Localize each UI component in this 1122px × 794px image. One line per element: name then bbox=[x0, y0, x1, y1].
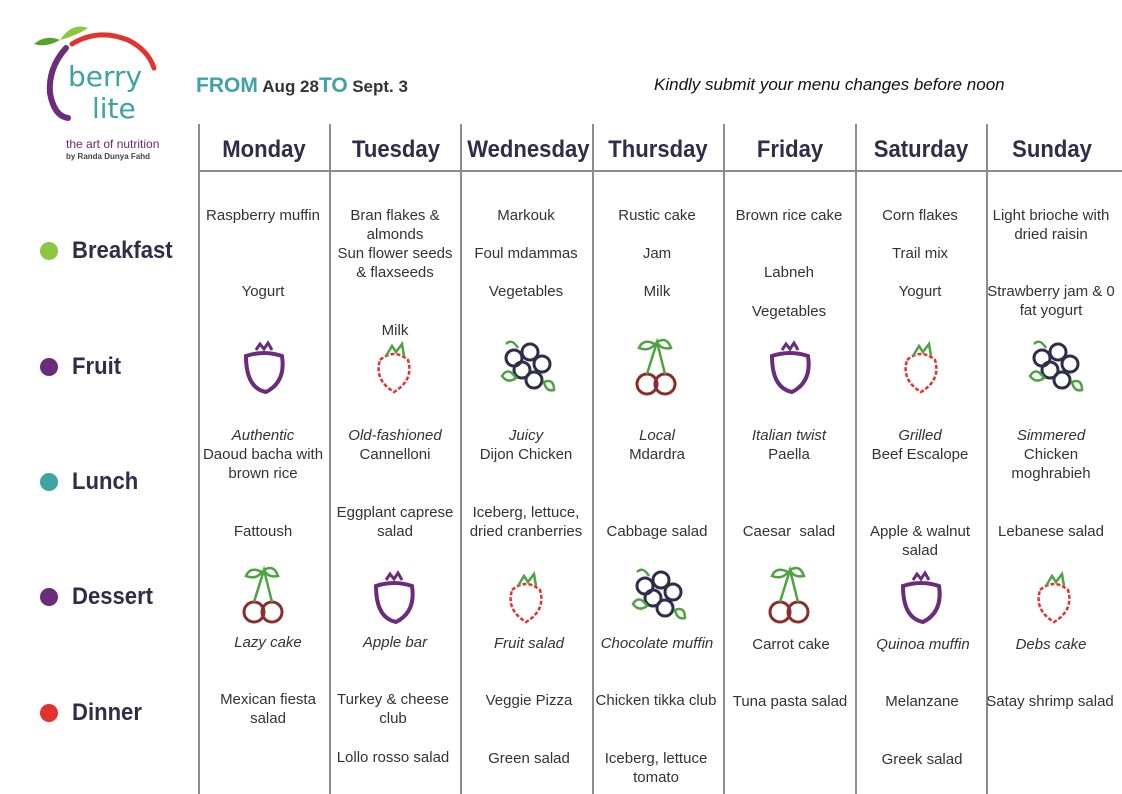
dessert-name: Chocolate muffin bbox=[600, 635, 714, 652]
breakfast-wednesday-item: Foul mdammas bbox=[474, 245, 578, 262]
blueberries-icon bbox=[494, 334, 558, 398]
dinner-saturday-item: Melanzane bbox=[885, 693, 959, 710]
breakfast-wednesday-item: Vegetables bbox=[488, 283, 564, 300]
cherries-icon bbox=[232, 562, 296, 626]
lunch-wednesday bbox=[462, 426, 590, 464]
breakfast-thursday-item: Jam bbox=[642, 245, 672, 262]
breakfast-friday-item: Vegetables bbox=[751, 303, 827, 320]
lunch-dot-icon bbox=[40, 473, 58, 491]
lunch-friday bbox=[725, 426, 853, 464]
lunch-tuesday bbox=[331, 426, 459, 464]
breakfast-saturday-item: Yogurt bbox=[898, 283, 942, 300]
lunch-style: Italian twist bbox=[751, 427, 827, 444]
svg-text:berry: berry bbox=[68, 60, 143, 93]
lunch-thursday bbox=[593, 426, 721, 464]
lunch-saturday bbox=[856, 426, 984, 464]
meal-fruit bbox=[40, 353, 125, 381]
meal-dessert bbox=[40, 583, 160, 611]
dinner-saturday-item: Greek salad bbox=[881, 751, 963, 768]
dinner-wednesday-item: Veggie Pizza bbox=[485, 692, 573, 709]
lunch-style: Local bbox=[639, 427, 675, 444]
blueberries-icon bbox=[1022, 334, 1086, 398]
dessert-monday bbox=[204, 633, 332, 652]
raspberry-icon bbox=[1022, 566, 1086, 630]
breakfast-thursday-item: Rustic cake bbox=[618, 207, 696, 224]
day-header-sunday: Sunday bbox=[1012, 136, 1092, 163]
dessert-name: Debs cake bbox=[1015, 636, 1087, 653]
lunch-style: Grilled bbox=[898, 427, 942, 444]
raspberry-icon bbox=[494, 566, 558, 630]
meal-breakfast bbox=[40, 237, 181, 265]
dessert-saturday bbox=[859, 635, 987, 654]
lunch-dish: Chicken moghrabieh bbox=[1011, 446, 1091, 482]
plum-icon bbox=[889, 566, 953, 630]
day-header-thursday: Thursday bbox=[608, 136, 708, 163]
cherries-icon bbox=[625, 334, 689, 398]
lunch-monday-side: Fattoush bbox=[233, 523, 293, 540]
meal-label: Dinner bbox=[72, 699, 142, 726]
dinner-dot-icon bbox=[40, 704, 58, 722]
meal-lunch bbox=[40, 468, 144, 496]
from-label: FROM bbox=[196, 74, 258, 97]
blueberries-icon bbox=[625, 562, 689, 626]
from-date: Aug 28 bbox=[262, 77, 319, 96]
lunch-dish: Daoud bacha with brown rice bbox=[202, 446, 324, 482]
lunch-style: Authentic bbox=[231, 427, 295, 444]
lunch-style: Simmered bbox=[1016, 427, 1086, 444]
dessert-name: Quinoa muffin bbox=[876, 636, 970, 653]
dessert-thursday bbox=[593, 634, 721, 653]
breakfast-tuesday-item: Milk bbox=[381, 322, 409, 339]
dinner-sunday-item: Satay shrimp salad bbox=[986, 693, 1114, 710]
dinner-thursday-item: Iceberg, lettuce tomato bbox=[604, 750, 708, 786]
lunch-dish: Beef Escalope bbox=[871, 446, 969, 463]
lunch-tuesday-side: Eggplant caprese salad bbox=[336, 504, 454, 540]
breakfast-sunday-item: Strawberry jam & 0 fat yogurt bbox=[987, 283, 1115, 319]
fruit-dot-icon bbox=[40, 358, 58, 376]
breakfast-sunday-item: Light brioche with dried raisin bbox=[992, 207, 1110, 243]
header-divider bbox=[198, 170, 1122, 172]
meal-label: Fruit bbox=[72, 353, 122, 380]
breakfast-tuesday-item: Sun flower seeds & flaxseeds bbox=[337, 245, 453, 281]
day-header-saturday: Saturday bbox=[873, 136, 969, 163]
lunch-thursday-side: Cabbage salad bbox=[606, 523, 708, 540]
breakfast-friday-item: Labneh bbox=[763, 264, 815, 281]
lunch-friday-side: Caesar salad bbox=[742, 523, 836, 540]
day-header-friday: Friday bbox=[756, 136, 824, 163]
dessert-dot-icon bbox=[40, 588, 58, 606]
day-header-tuesday: Tuesday bbox=[352, 136, 440, 163]
dinner-tuesday-item: Turkey & cheese club bbox=[337, 691, 449, 727]
breakfast-dot-icon bbox=[40, 242, 58, 260]
to-label: TO bbox=[318, 74, 348, 97]
breakfast-monday-item: Yogurt bbox=[241, 283, 285, 300]
to-date: Sept. 3 bbox=[352, 77, 408, 96]
logo-byline: by Randa Dunya Fahd bbox=[66, 152, 151, 161]
day-header-monday: Monday bbox=[222, 136, 306, 163]
plum-icon bbox=[362, 566, 426, 630]
breakfast-tuesday-item: Bran flakes & almonds bbox=[350, 207, 440, 243]
dinner-tuesday-item: Lollo rosso salad bbox=[336, 749, 450, 766]
cherries-icon bbox=[758, 562, 822, 626]
dessert-name: Apple bar bbox=[362, 634, 428, 651]
meal-label: Dessert bbox=[72, 583, 154, 610]
meal-label: Breakfast bbox=[72, 237, 173, 264]
dinner-monday-item: Mexican fiesta salad bbox=[220, 691, 316, 727]
meal-label: Lunch bbox=[72, 468, 139, 495]
day-header-wednesday: Wednesday bbox=[467, 136, 590, 163]
lunch-sunday-side: Lebanese salad bbox=[998, 523, 1104, 540]
dinner-thursday-item: Chicken tikka club bbox=[595, 692, 717, 709]
dessert-wednesday bbox=[465, 634, 593, 653]
plum-icon bbox=[232, 336, 296, 400]
meal-dinner bbox=[40, 699, 148, 727]
breakfast-wednesday-item: Markouk bbox=[497, 207, 555, 224]
lunch-style: Old-fashioned bbox=[348, 427, 442, 444]
lunch-saturday-side: Apple & walnut salad bbox=[869, 523, 971, 559]
plum-icon bbox=[758, 336, 822, 400]
lunch-dish: Dijon Chicken bbox=[479, 446, 573, 463]
dessert-friday: Carrot cake bbox=[752, 636, 830, 653]
breakfast-thursday-item: Milk bbox=[643, 283, 671, 300]
lunch-wednesday-side: Iceberg, lettuce, dried cranberries bbox=[469, 504, 583, 540]
breakfast-saturday-item: Corn flakes bbox=[882, 207, 958, 224]
lunch-dish: Cannelloni bbox=[359, 446, 431, 463]
raspberry-icon bbox=[362, 336, 426, 400]
breakfast-friday-item: Brown rice cake bbox=[735, 207, 843, 224]
lunch-monday bbox=[199, 426, 327, 483]
breakfast-monday-item: Raspberry muffin bbox=[206, 207, 320, 224]
raspberry-icon bbox=[889, 336, 953, 400]
svg-text:lite: lite bbox=[92, 92, 136, 125]
menu-change-notice: Kindly submit your menu changes before noon bbox=[654, 75, 1005, 94]
dessert-name: Fruit salad bbox=[493, 635, 565, 652]
lunch-sunday bbox=[987, 426, 1115, 483]
dessert-tuesday bbox=[331, 633, 459, 652]
lunch-style: Juicy bbox=[508, 427, 544, 444]
dinner-friday-item: Tuna pasta salad bbox=[732, 693, 848, 710]
dessert-sunday bbox=[987, 635, 1115, 654]
breakfast-saturday-item: Trail mix bbox=[891, 245, 949, 262]
logo-tagline: the art of nutrition bbox=[66, 137, 160, 151]
lunch-dish: Paella bbox=[768, 446, 810, 463]
lunch-dish: Mdardra bbox=[629, 446, 685, 463]
date-range bbox=[196, 74, 408, 98]
dinner-wednesday-item: Green salad bbox=[488, 750, 570, 767]
dessert-name: Lazy cake bbox=[234, 634, 302, 651]
